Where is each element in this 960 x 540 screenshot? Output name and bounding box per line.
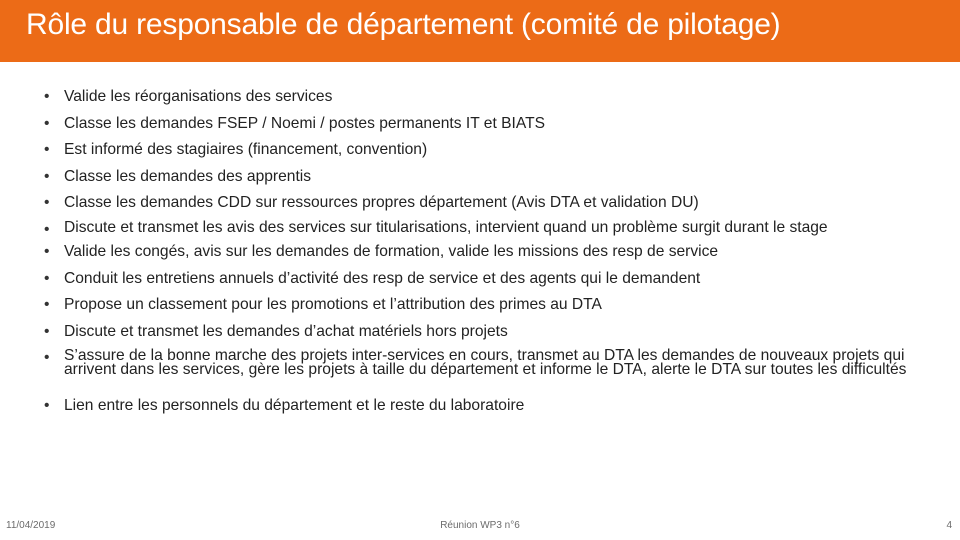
bullet-item: • Classe les demandes des apprentis — [40, 168, 910, 186]
bullet-item: • Valide les congés, avis sur les demandes de formation, valide les missions des resp de service — [40, 243, 910, 261]
footer-date: 11/04/2019 — [6, 520, 56, 531]
bullet-item: • Valide les réorganisations des services — [40, 88, 910, 106]
bullet-item: • Propose un classement pour les promotions et l’attribution des primes au DTA — [40, 296, 910, 314]
slide-title: Rôle du responsable de département (comité de pilotage) — [26, 8, 781, 41]
bullet-item: • S’assure de la bonne marche des projets inter-services en cours, transmet au DTA les demandes de nouveaux projets qui arrivent dans les services, gère les projets à taille du département et informe le DTA, alerte le DTA sur toutes les difficultés — [40, 349, 910, 377]
bullet-list — [40, 88, 910, 424]
bullet-item: • Lien entre les personnels du département et le reste du laboratoire — [40, 397, 910, 415]
bullet-item: • Classe les demandes CDD sur ressources propres département (Avis DTA et validation DU) — [40, 194, 910, 212]
title-bar — [0, 0, 960, 62]
page-number: 4 — [946, 520, 952, 531]
bullet-item: • Classe les demandes FSEP / Noemi / postes permanents IT et BIATS — [40, 115, 910, 133]
bullet-item: • Est informé des stagiaires (financement, convention) — [40, 141, 910, 159]
footer-meeting-label: Réunion WP3 n°6 — [440, 520, 520, 531]
bullet-item: • Discute et transmet les avis des services sur titularisations, intervient quand un problème surgit durant le stage — [40, 221, 910, 235]
bullet-item: • Discute et transmet les demandes d’achat matériels hors projets — [40, 323, 910, 341]
bullet-item: • Conduit les entretiens annuels d’activité des resp de service et des agents qui le demandent — [40, 270, 910, 288]
